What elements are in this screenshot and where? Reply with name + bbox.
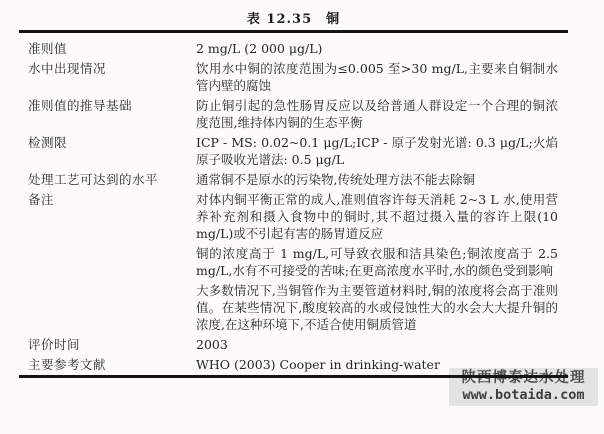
row-paragraph: 2003 [196, 337, 228, 352]
table-row [19, 191, 568, 333]
row-content [196, 40, 568, 57]
row-paragraph: 2 mg/L (2 000 μg/L) [196, 41, 323, 56]
row-content [196, 134, 568, 168]
table-row [19, 171, 568, 188]
row-paragraph: 通常铜不是原水的污染物,传统处理方法不能去除铜 [196, 172, 475, 187]
row-label: 准则值的推导基础 [28, 98, 133, 113]
guideline-table [19, 30, 568, 378]
row-paragraph: ICP - MS: 0.02~0.1 μg/L;ICP - 原子发射光谱: 0.3 μg/L;火焰原子吸收光谱法: 0.5 μg/L [196, 135, 558, 167]
table-row [19, 40, 568, 57]
row-label: 主要参考文献 [28, 357, 107, 372]
row-content [196, 171, 568, 188]
row-label: 准则值 [28, 41, 68, 56]
row-paragraph: 对体内铜平衡正常的成人,准则值容许每天消耗 2~3 L 水,使用营养补充剂和摄入食物中的铜时,其不超过摄入量的容许上限(10 mg/L)或不引起有害的肠胃道反应 [196, 192, 558, 241]
row-content [196, 191, 568, 333]
row-label: 备注 [28, 192, 55, 207]
row-content [196, 336, 568, 353]
row-content [196, 356, 568, 373]
row-label: 检测限 [28, 135, 68, 150]
row-content [196, 60, 568, 94]
table-row [19, 134, 568, 168]
table-rows [19, 40, 568, 373]
watermark-company-name: 陕西博泰达水处理 [461, 370, 586, 386]
row-paragraph: 防止铜引起的急性肠胃反应以及给普通人群设定一个合理的铜浓度范围,维持体内铜的生态平衡 [196, 98, 558, 130]
row-paragraph: 大多数情况下,当铜管作为主要管道材料时,铜的浓度将会高于准则值。在某些情况下,酸度较高的水或侵蚀性大的水会大大提升铜的浓度,在这种环境下,不适合使用铜质管道 [196, 283, 558, 332]
row-paragraph: 饮用水中铜的浓度范围为≤0.005 至>30 mg/L,主要来自铜制水管内壁的腐蚀 [196, 61, 558, 93]
table-title: 表 12.35 铜 [246, 12, 341, 27]
row-label: 评价时间 [28, 337, 81, 352]
row-label: 处理工艺可达到的水平 [28, 172, 159, 187]
table-row [19, 60, 568, 94]
table-row [19, 97, 568, 131]
row-content [196, 97, 568, 131]
table-row [19, 356, 568, 373]
row-label: 水中出现情况 [28, 61, 107, 76]
table-row [19, 336, 568, 353]
row-paragraph: WHO (2003) Cooper in drinking-water [196, 357, 440, 372]
watermark-url: www.botaida.com [462, 387, 585, 403]
row-paragraph: 铜的浓度高于 1 mg/L,可导致衣服和洁具染色;铜浓度高于 2.5 mg/L,水有不可接受的苦味;在更高浓度水平时,水的颜色受到影响 [196, 246, 558, 278]
